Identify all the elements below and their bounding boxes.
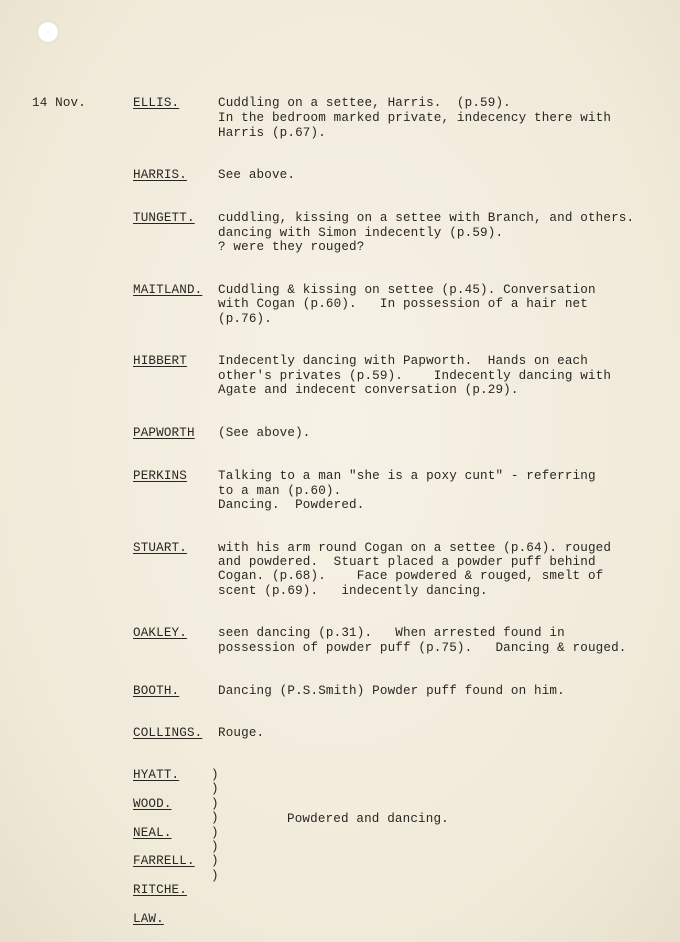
entry-line: (p.76). xyxy=(218,312,272,326)
entry-line: and powdered. Stuart placed a powder puff behind xyxy=(218,555,596,569)
entry-line: Agate and indecent conversation (p.29). xyxy=(218,383,519,397)
name-collings: COLLINGS. xyxy=(133,726,203,740)
punch-hole xyxy=(38,22,58,42)
name-stuart: STUART. xyxy=(133,541,187,555)
entry-line: to a man (p.60). xyxy=(218,484,342,498)
name-ellis: ELLIS. xyxy=(133,96,180,110)
entry-line: possession of powder puff (p.75). Dancing & rouged. xyxy=(218,641,627,655)
entry-line: ? were they rouged? xyxy=(218,240,365,254)
name-tungett: TUNGETT. xyxy=(133,211,195,225)
entry-line: (See above). xyxy=(218,426,311,440)
entry-line: Cogan. (p.68). Face powdered & rouged, smelt of xyxy=(218,569,604,583)
bracket-column: ) ) ) ) ) ) ) ) xyxy=(211,768,219,883)
entry-line: other's privates (p.59). Indecently dancing with xyxy=(218,369,612,383)
group-note: Powdered and dancing. xyxy=(287,812,449,826)
name-perkins: PERKINS xyxy=(133,469,187,483)
entry-line: cuddling, kissing on a settee with Branch, and others. xyxy=(218,211,635,225)
name-farrell: FARRELL. xyxy=(133,854,195,868)
entry-line: See above. xyxy=(218,168,296,182)
entry-line: Dancing. Powdered. xyxy=(218,498,365,512)
name-papworth: PAPWORTH xyxy=(133,426,195,440)
name-maitland: MAITLAND. xyxy=(133,283,203,297)
date-label: 14 Nov. xyxy=(32,96,86,110)
entry-line: Cuddling & kissing on settee (p.45). Conversation xyxy=(218,283,596,297)
entry-line: In the bedroom marked private, indecency there with xyxy=(218,111,612,125)
name-oakley: OAKLEY. xyxy=(133,626,187,640)
entry-line: seen dancing (p.31). When arrested found in xyxy=(218,626,565,640)
entry-line: Talking to a man "she is a poxy cunt" - referring xyxy=(218,469,596,483)
entry-line: Dancing (P.S.Smith) Powder puff found on him. xyxy=(218,684,565,698)
name-booth: BOOTH. xyxy=(133,684,180,698)
name-neal: NEAL. xyxy=(133,826,172,840)
entry-line: scent (p.69). indecently dancing. xyxy=(218,584,488,598)
entry-line: with his arm round Cogan on a settee (p.64). rouged xyxy=(218,541,612,555)
entry-line: Cuddling on a settee, Harris. (p.59). xyxy=(218,96,511,110)
entry-line: Rouge. xyxy=(218,726,265,740)
entry-line: Indecently dancing with Papworth. Hands on each xyxy=(218,354,588,368)
entry-line: dancing with Simon indecently (p.59). xyxy=(218,226,504,240)
name-wood: WOOD. xyxy=(133,797,172,811)
name-hibbert: HIBBERT xyxy=(133,354,187,368)
name-law: LAW. xyxy=(133,912,164,926)
entry-line: Harris (p.67). xyxy=(218,126,326,140)
name-ritche: RITCHE. xyxy=(133,883,187,897)
name-hyatt: HYATT. xyxy=(133,768,180,782)
name-harris: HARRIS. xyxy=(133,168,187,182)
entry-line: with Cogan (p.60). In possession of a hair net xyxy=(218,297,588,311)
